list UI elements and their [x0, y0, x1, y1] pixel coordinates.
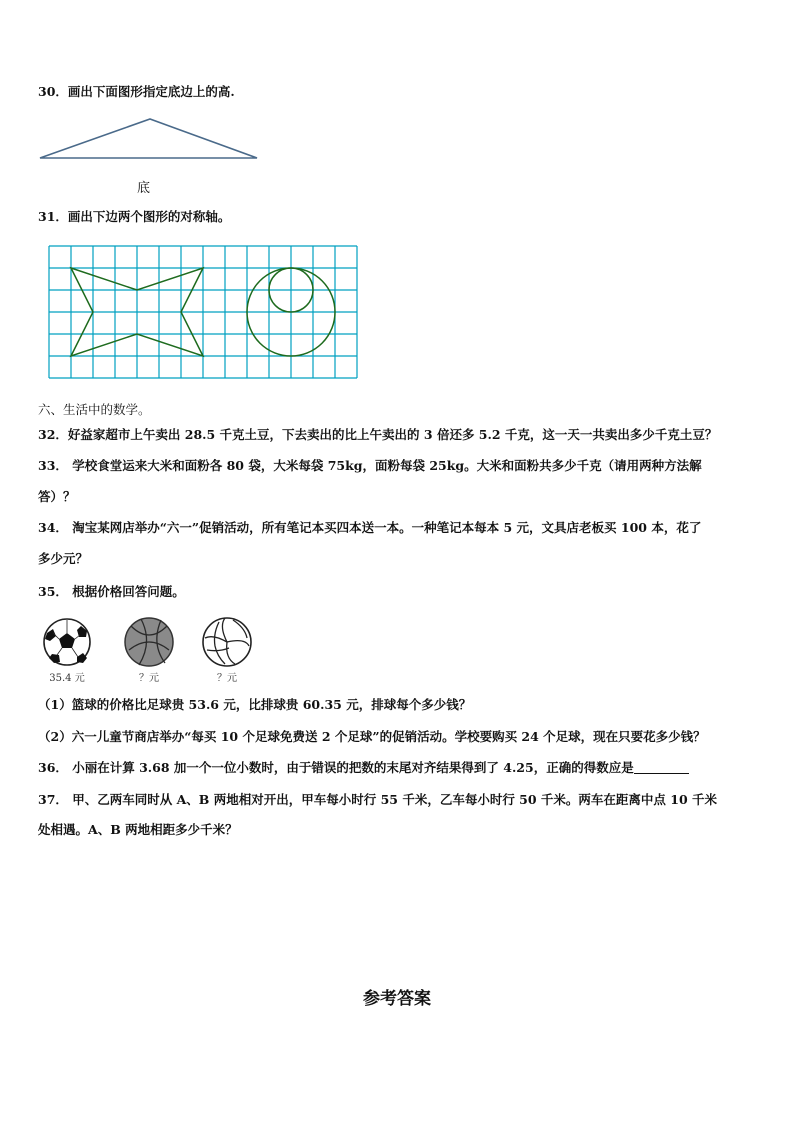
q37-text-line1: 37． 甲、乙两车同时从 A、B 两地相对开出，甲车每小时行 55 千米，乙车每小时行 50 千米。两车在距离中点 10 千米 — [38, 792, 718, 807]
q36-question: 36． 小丽在计算 3.68 加一个一位小数时，由于错误的把数的末尾对齐结果得到了 4.25，正确的得数应是 — [38, 760, 634, 775]
q35-sub1-text: （1）篮球的价格比足球贵 53.6 元，比排球贵 60.35 元，排球每个多少钱？ — [38, 697, 472, 712]
basketball-icon — [123, 616, 175, 668]
q30-text: 30．画出下面图形指定底边上的高. — [38, 84, 235, 99]
q32-text: 32．好益家超市上午卖出 28.5 千克土豆，下去卖出的比上午卖出的 3 倍还多 5.2 千克，这一天一共卖出多少千克土豆？ — [38, 427, 718, 442]
q34-text-line1: 34． 淘宝某网店举办“六一”促销活动，所有笔记本买四本送一本。一种笔记本每本 5 元，文具店老板买 100 本，花了 — [38, 520, 702, 535]
q31-text: 31．画出下边两个图形的对称轴。 — [38, 209, 231, 224]
base-label: 底 — [137, 181, 151, 196]
symmetry-grid-figure — [45, 243, 363, 383]
q37-text-line2: 处相遇。A、B 两地相距多少千米？ — [38, 822, 238, 837]
q35-text: 35． 根据价格回答问题。 — [38, 584, 185, 599]
soccer-ball-icon — [42, 617, 92, 667]
q34-text-line2: 多少元？ — [38, 551, 89, 566]
q35-sub2-text: （2）六一儿童节商店举办“每买 10 个足球免费送 2 个足球”的促销活动。学校要购买 24 个足球，现在只要花多少钱？ — [38, 729, 706, 744]
section6-heading: 六、生活中的数学。 — [38, 402, 151, 417]
q33-text-line2: 答）？ — [38, 489, 76, 504]
volleyball-price: ？元 — [217, 673, 237, 684]
soccer-price: 35.4 元 — [49, 673, 85, 684]
volleyball-icon — [201, 616, 253, 668]
answer-key-heading: 参考答案 — [363, 989, 431, 1009]
q33-text-line1: 33． 学校食堂运来大米和面粉各 80 袋，大米每袋 75kg，面粉每袋 25kg。大米和面粉共多少千克（请用两种方法解 — [38, 458, 702, 473]
q36-answer-blank[interactable] — [634, 761, 689, 774]
q36-text — [38, 760, 689, 776]
basketball-price: ？元 — [139, 673, 159, 684]
triangle-figure — [36, 114, 262, 164]
